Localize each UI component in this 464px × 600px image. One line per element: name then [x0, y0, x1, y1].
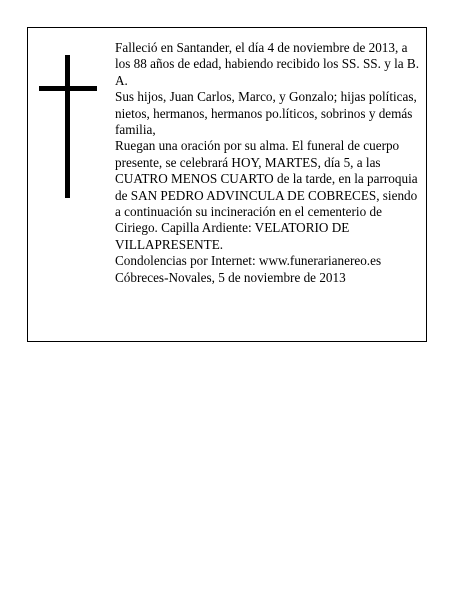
obituary-notice	[27, 27, 427, 342]
place-and-date: Cóbreces-Novales, 5 de noviembre de 2013	[115, 269, 346, 285]
family-mourners: Sus hijos, Juan Carlos, Marco, y Gonzalo; hijas políticas, nietos, hermanos, hermanos po.líticos, sobrinos y demás familia,	[115, 89, 417, 138]
latin-cross-icon	[39, 55, 97, 198]
cross-horizontal-bar	[39, 86, 97, 91]
death-announcement: Falleció en Santander, el día 4 de noviembre de 2013, a los 88 años de edad, habiendo recibido los SS. SS. y la B. A.	[115, 40, 420, 88]
funeral-details: Ruegan una oración por su alma. El funeral de cuerpo presente, se celebrará HOY, MARTES, día 5, a las CUATRO MENOS CUARTO de la tarde, en la parroquia de SAN PEDRO ADVINCULA DE COBRECES, siendo a continuación su incineración en el cementerio de Ciriego. Capilla Ardiente: VELATORIO DE VILLAPRESENTE.	[115, 138, 418, 252]
cross-vertical-bar	[65, 55, 70, 198]
notice-text	[115, 40, 421, 286]
condolences-link: Condolencias por Internet: www.funerarianereo.es	[115, 253, 382, 269]
